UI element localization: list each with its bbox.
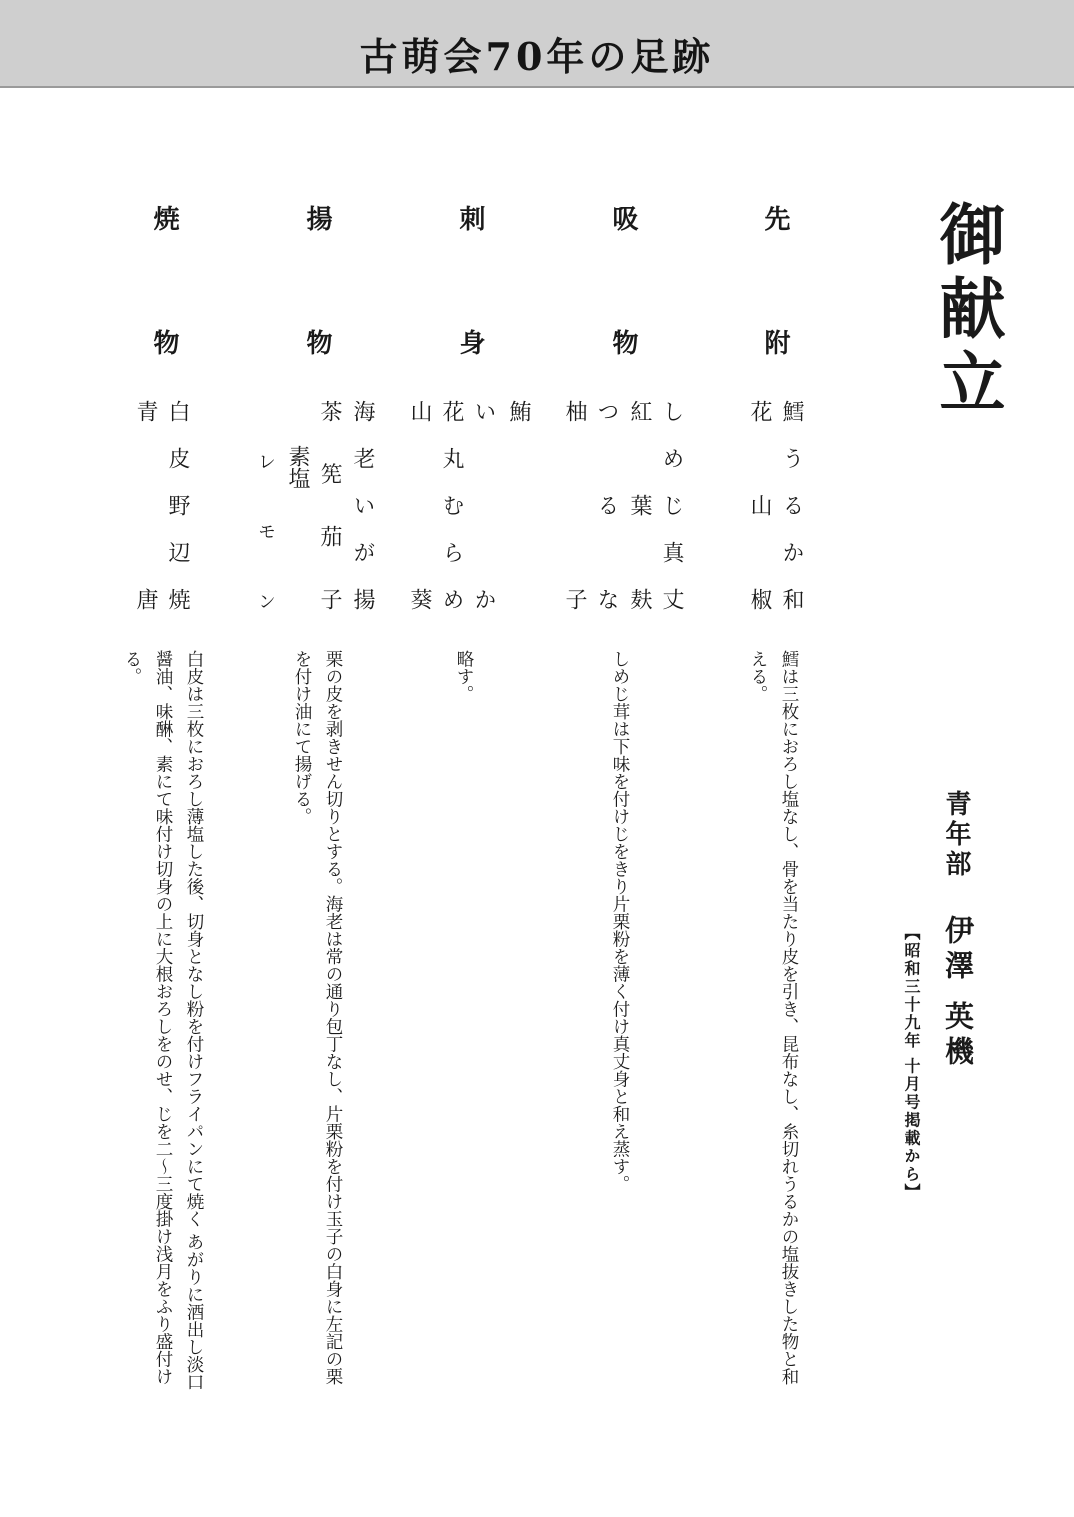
course-note: 略す。: [454, 650, 474, 703]
course-label-yakimono: 焼物: [149, 205, 179, 355]
course-label-sashimi: 刺身: [455, 205, 485, 355]
dish-item: 紅葉麸: [627, 400, 652, 610]
dish-item: 海老いが揚: [350, 400, 375, 610]
dish-item: 鱈うるか和: [779, 400, 804, 610]
course-label-suimono: 吸物: [608, 205, 638, 355]
dish-item: 山葵: [407, 400, 432, 610]
dish-item: 柚子: [562, 400, 587, 610]
dish-item: レモン: [255, 452, 276, 610]
dish-item: つるな: [594, 400, 619, 610]
dish-item: 鮪: [506, 400, 531, 422]
course-note: 白皮は三枚におろし薄塩した後、切身となし粉を付けフライパンにて焼く あがりに酒出し淡口醤油、味醂、素にて味付け切身の上に大根おろしをのせ、じを二〜三度掛け浅月をふり盛付ける。: [122, 650, 204, 1391]
dish-item: 白皮野辺焼: [165, 400, 190, 610]
header-title: 古萌会70年の足跡: [359, 34, 715, 79]
byline-author: 伊澤 英機: [941, 915, 975, 1072]
menu-title: 御献立: [928, 200, 1006, 422]
dish-item: 茶筅茄子: [317, 400, 342, 610]
byline-department: 青年部: [941, 790, 971, 880]
dish-item: 素塩: [285, 445, 310, 489]
dish-item: いか: [471, 400, 496, 610]
dish-item: 花丸むらめ: [439, 400, 464, 610]
course-label-sakizuke: 先附: [760, 205, 790, 355]
page-header: [0, 0, 1074, 88]
dish-item: 花山椒: [747, 400, 772, 610]
course-note: しめじ茸は下味を付けじをきり片栗粉を薄く付け真丈身と和え蒸す。: [610, 650, 630, 1193]
byline-source: 【昭和三十九年 十月号掲載から】: [902, 924, 921, 1202]
course-label-agemono: 揚物: [302, 205, 332, 355]
course-note: 鱈は三枚におろし塩なし、骨を当たり皮を引き、昆布なし、糸切れうるかの塩抜きした物と和える。: [748, 650, 799, 1385]
dish-item: しめじ真丈: [659, 400, 684, 610]
course-note: 栗の皮を剥きせん切りとする。海老は常の通り包丁なし、片栗粉を付け玉子の白身に左記の栗を付け油にて揚げる。: [292, 650, 343, 1385]
dish-item: 青唐: [133, 400, 158, 610]
